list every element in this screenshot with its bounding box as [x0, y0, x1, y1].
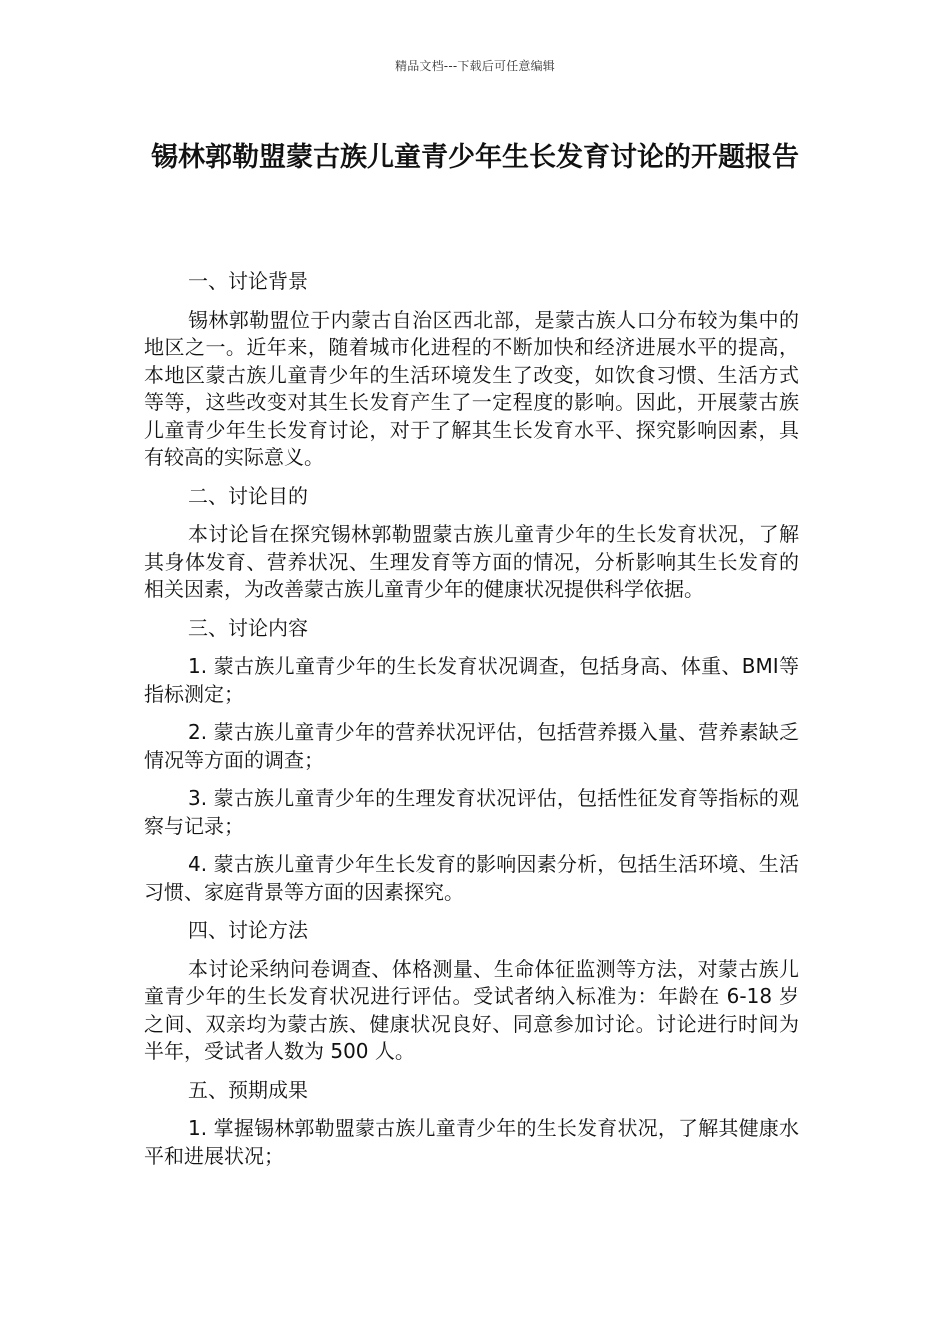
- section-heading-outcomes: 五、预期成果: [188, 1077, 308, 1102]
- outcome-item-1: 1. 掌握锡林郭勒盟蒙古族儿童青少年的生长发育状况，了解其健康水平和进展状况；: [144, 1116, 799, 1168]
- section-heading-content: 三、讨论内容: [188, 615, 308, 640]
- section-heading-methods: 四、讨论方法: [188, 918, 308, 942]
- document-body: [144, 268, 799, 1181]
- paragraph-purpose: 本讨论旨在探究锡林郭勒盟蒙古族儿童青少年的生长发育状况，了解其身体发育、营养状况、生理发育等方面的情况，分析影响其生长发育的相关因素，为改善蒙古族儿童青少年的健康状况提供科学依据。: [144, 522, 799, 601]
- paragraph-background: 锡林郭勒盟位于内蒙古自治区西北部，是蒙古族人口分布较为集中的地区之一。近年来，随着城市化进程的不断加快和经济进展水平的提高，本地区蒙古族儿童青少年的生活环境发生了改变，如饮食习惯、生活方式等等，这些改变对其生长发育产生了一定程度的影响。因此，开展蒙古族儿童青少年生长发育讨论，对于了解其生长发育水平、探究影响因素，具有较高的实际意义。: [144, 307, 799, 469]
- header-note: 精品文档---下载后可任意编辑: [395, 59, 555, 73]
- document-title: 锡林郭勒盟蒙古族儿童青少年生长发育讨论的开题报告: [151, 142, 799, 173]
- content-item-2: 2. 蒙古族儿童青少年的营养状况评估，包括营养摄入量、营养素缺乏情况等方面的调查；: [144, 720, 799, 772]
- content-item-3: 3. 蒙古族儿童青少年的生理发育状况评估，包括性征发育等指标的观察与记录；: [144, 786, 799, 838]
- content-item-4: 4. 蒙古族儿童青少年生长发育的影响因素分析，包括生活环境、生活习惯、家庭背景等方面的因素探究。: [144, 852, 799, 904]
- section-heading-purpose: 二、讨论目的: [188, 483, 308, 508]
- content-item-1: 1. 蒙古族儿童青少年的生长发育状况调查，包括身高、体重、BMI等指标测定；: [144, 654, 799, 706]
- section-heading-background: 一、讨论背景: [188, 269, 308, 293]
- paragraph-methods: 本讨论采纳问卷调查、体格测量、生命体征监测等方法，对蒙古族儿童青少年的生长发育状况进行评估。受试者纳入标准为：年龄在 6-18 岁之间、双亲均为蒙古族、健康状况良好、同意参加讨论。讨论进行时间为半年，受试者人数为 500 人。: [144, 956, 799, 1063]
